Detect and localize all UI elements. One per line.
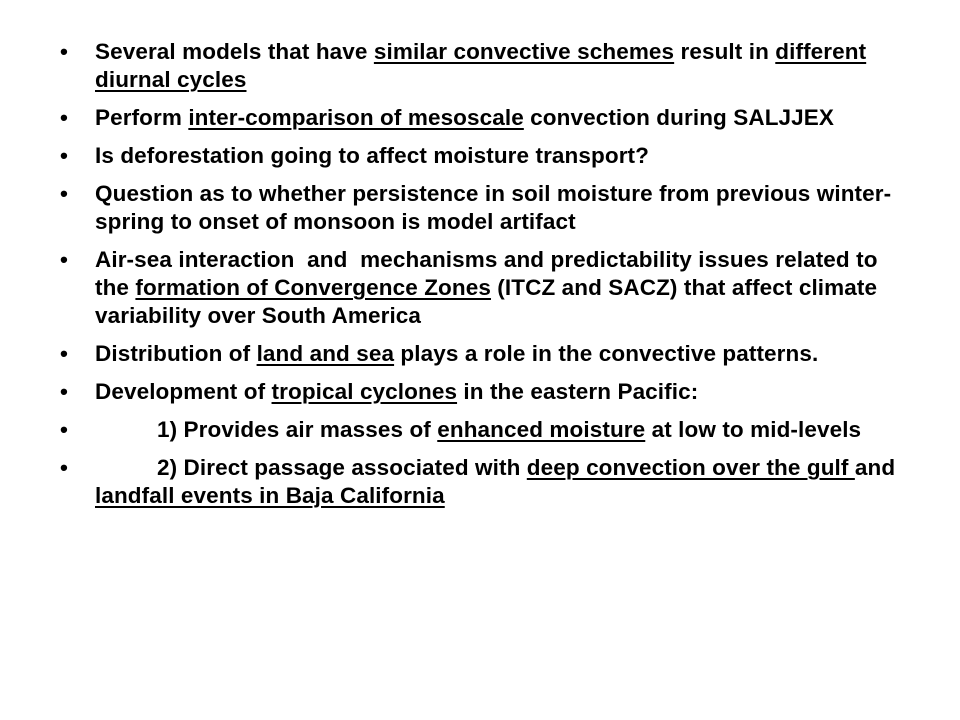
text-run: convection during SALJJEX [523,105,834,130]
underlined-text-run: tropical cyclones [271,379,458,404]
text-run: at low to mid-levels [645,417,862,442]
bullet-marker: • [60,39,68,64]
bullet-text [95,341,818,366]
bullet-item [0,416,960,444]
bullet-item [0,180,960,236]
bullet-marker: • [60,379,68,404]
bullet-text [95,181,891,234]
bullet-marker: • [60,455,68,480]
bullet-item [0,142,960,170]
bullet-item [0,340,960,368]
underlined-text-run: inter-comparison of mesoscale [188,105,524,130]
underlined-text-run: enhanced moisture [437,417,646,442]
text-run: Several models that have [95,39,374,64]
text-run: Distribution of [95,341,257,366]
underlined-text-run: deep convection over the gulf [526,455,855,480]
text-run: Perform [95,105,189,130]
bullet-item [0,246,960,330]
bullet-item [0,38,960,94]
bullet-marker: • [60,143,68,168]
bullet-text [95,105,834,130]
bullet-text [95,455,895,508]
text-run: Is deforestation going to affect moisture transport? [95,143,649,168]
text-run: result in [674,39,776,64]
bullet-item [0,378,960,406]
text-run: plays a role in the convective patterns. [394,341,819,366]
bullet-marker: • [60,247,68,272]
underlined-text-run: land and sea [256,341,395,366]
bullet-item [0,454,960,510]
underlined-text-run: formation of Convergence Zones [135,275,491,300]
bullet-text [95,247,884,328]
bullet-marker: • [60,181,68,206]
underlined-text-run: different diurnal cycles [95,39,867,92]
text-run: Air-sea interaction and mechanisms and predictability issues related to the [95,247,884,300]
bullet-text [95,379,698,404]
text-run: 1) Provides air masses of [157,417,438,442]
bullet-marker: • [60,341,68,366]
text-run: 2) Direct passage associated with [157,455,527,480]
bullet-text [95,39,866,92]
bullet-list [0,38,960,520]
bullet-item [0,104,960,132]
underlined-text-run: similar convective schemes [373,39,675,64]
text-run: Question as to whether persistence in soil moisture from previous winter-spring to onset of monsoon is model artifact [95,181,892,234]
text-run: and [854,455,896,480]
underlined-text-run: landfall events in Baja California [95,483,445,508]
text-run: Development of [95,379,272,404]
text-run: in the eastern Pacific: [457,379,699,404]
bullet-text [95,417,861,442]
text-run: (ITCZ and SACZ) that affect climate variability over South America [95,275,884,328]
bullet-text [95,143,649,168]
bullet-marker: • [60,105,68,130]
bullet-marker: • [60,417,68,442]
